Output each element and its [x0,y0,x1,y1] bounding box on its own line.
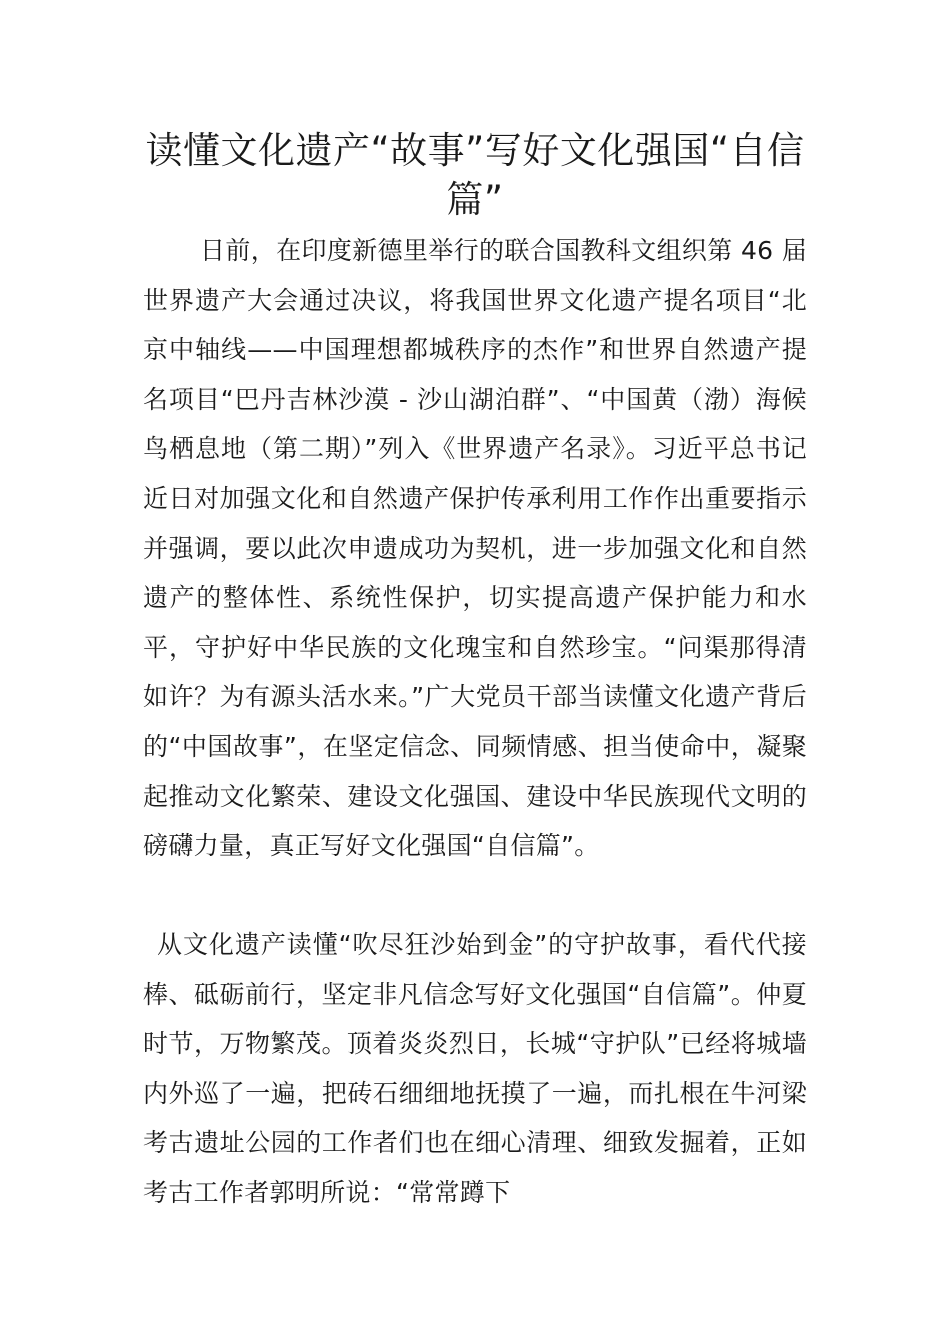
document-title: 读懂文化遗产“故事”写好文化强国“自信篇” [145,129,805,221]
paragraph-1: 日前，在印度新德里举行的联合国教科文组织第 46 届世界遗产大会通过决议，将我国世界文化遗产提名项目“北京中轴线——中国理想都城秩序的杰作”和世界自然遗产提名项目“巴丹吉林沙漠 - 沙山湖泊群”、“中国黄（渤）海候鸟栖息地（第二期）”列入《世界遗产名录》。习近平总书记近日对加强文化和自然遗产保护传承利用工作作出重要指示并强调，要以此次申遗成功为契机，进一步加强文化和自然遗产的整体性、系统性保护，切实提高遗产保护能力和水平，守护好中华民族的文化瑰宝和自然珍宝。“问渠那得清如许？为有源头活水来。”广大党员干部当读懂文化遗产背后的“中国故事”，在坚定信念、同频情感、担当使命中，凝聚起推动文化繁荣、建设文化强国、建设中华民族现代文明的磅礴力量，真正写好文化强国“自信篇”。 [143,236,807,861]
paragraph-2: 从文化遗产读懂“吹尽狂沙始到金”的守护故事，看代代接棒、砥砺前行，坚定非凡信念写好文化强国“自信篇”。仲夏时节，万物繁茂。顶着炎炎烈日，长城“守护队”已经将城墙内外巡了一遍，把砖石细细地抚摸了一遍，而扎根在牛河梁考古遗址公园的工作者们也在细心清理、细致发掘着，正如考古工作者郭明所说：“常常蹲下 [143,930,807,1207]
